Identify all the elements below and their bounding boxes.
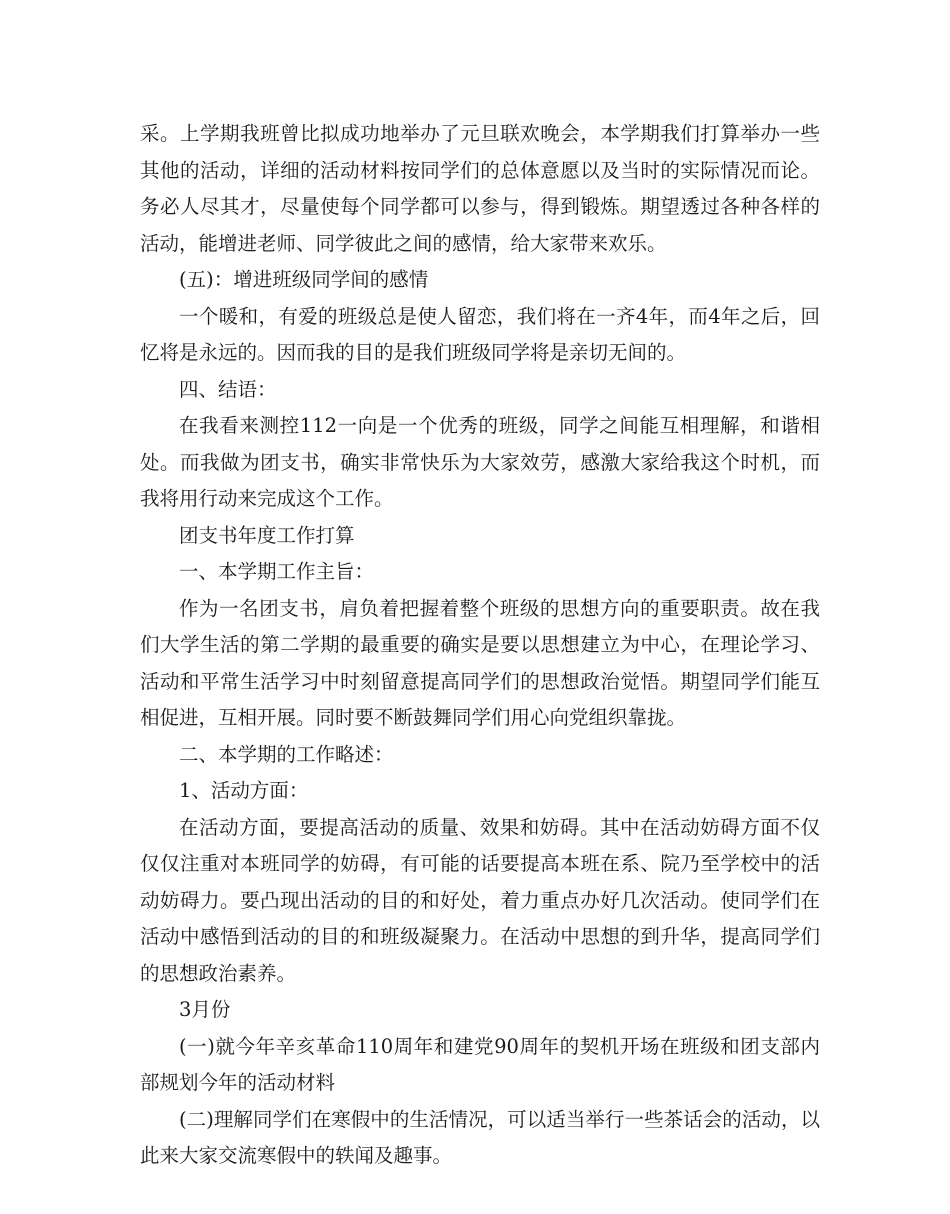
section-heading: 二、本学期的工作略述： [179, 742, 394, 766]
list-item: (二)理解同学们在寒假中的生活情况，可以适当举行一些茶话会的活动，以此来大家交流寒假中的轶闻及趣事。 [140, 1107, 820, 1167]
list-item: (一)就今年辛亥革命110周年和建党90周年的契机开场在班级和团支部内部规划今年的活动材料 [140, 1034, 820, 1094]
subsection-heading: 1、活动方面： [179, 779, 309, 802]
paragraph: 在我看来测控112一向是一个优秀的班级，同学之间能互相理解，和谐相处。而我做为团支书，确实非常快乐为大家效劳，感激大家给我这个时机，而我将用行动来完成这个工作。 [140, 414, 820, 510]
section-heading: (五)：增进班级同学间的感情 [179, 268, 429, 291]
paragraph: 一个暖和，有爱的班级总是使人留恋，我们将在一齐4年，而4年之后，回忆将是永远的。因而我的目的是我们班级同学将是亲切无间的。 [140, 304, 820, 364]
paragraph: 作为一名团支书，肩负着把握着整个班级的思想方向的重要职责。故在我们大学生活的第二学期的最重要的确实是要以思想建立为中心，在理论学习、活动和平常生活学习中时刻留意提高同学们的思想政治觉悟。期望同学们能互相促进，互相开展。同时要不断鼓舞同学们用心向党组织靠拢。 [140, 596, 820, 729]
paragraph: 在活动方面，要提高活动的质量、效果和妨碍。其中在活动妨碍方面不仅仅仅注重对本班同学的妨碍，有可能的话要提高本班在系、院乃至学校中的活动妨碍力。要凸现出活动的目的和好处，着力重点办好几次活动。使同学们在活动中感悟到活动的目的和班级凝聚力。在活动中思想的到升华，提高同学们的思想政治素养。 [140, 815, 820, 985]
document-title: 团支书年度工作打算 [179, 523, 355, 547]
section-heading: 一、本学期工作主旨： [179, 560, 375, 583]
paragraph: 采。上学期我班曾比拟成功地举办了元旦联欢晚会，本学期我们打算举办一些其他的活动，详细的活动材料按同学们的总体意愿以及当时的实际情况而论。务必人尽其才，尽量使每个同学都可以参与，得到锻炼。期望透过各种各样的活动，能增进老师、同学彼此之间的感情，给大家带来欢乐。 [140, 122, 820, 255]
month-heading: 3月份 [179, 998, 231, 1021]
document-body [140, 116, 820, 1175]
section-heading: 四、结语： [179, 377, 277, 401]
